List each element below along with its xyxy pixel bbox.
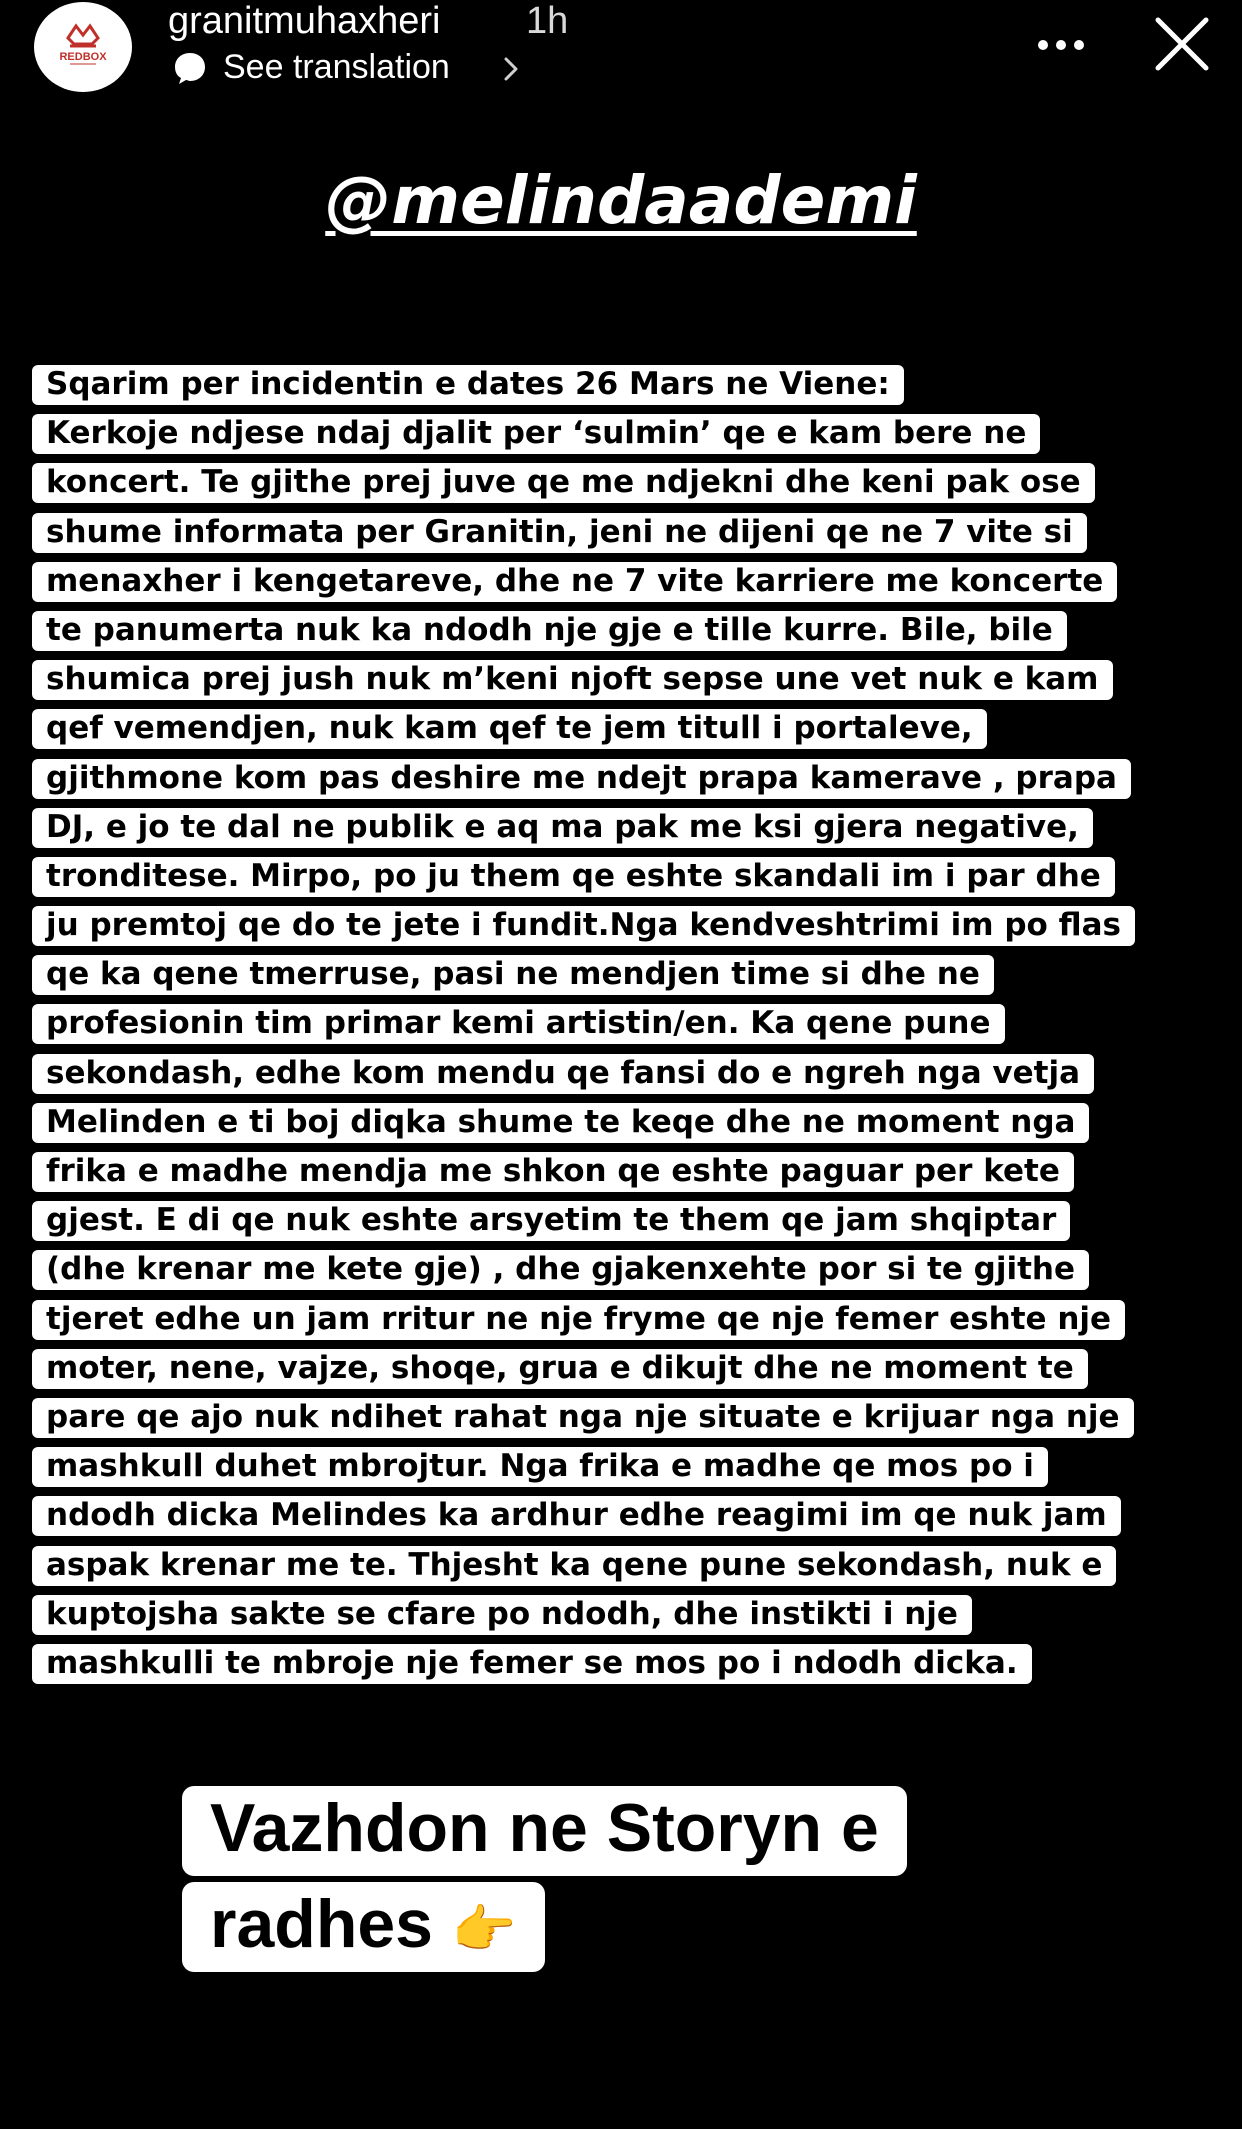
statement-line-text: frika e madhe mendja me shkon qe eshte paguar per kete: [32, 1152, 1074, 1192]
statement-line-text: aspak krenar me te. Thjesht ka qene pune sekondash, nuk e: [32, 1546, 1116, 1586]
statement-line: [46, 803, 1242, 852]
statement-line-text: mashkull duhet mbrojtur. Nga frika e madhe qe mos po i: [32, 1447, 1048, 1487]
statement-line: [46, 704, 1242, 753]
statement-line-text: tronditese. Mirpo, po ju them qe eshte skandali im i par dhe: [32, 857, 1115, 897]
statement-line-text: ndodh dicka Melindes ka ardhur edhe reagimi im qe nuk jam: [32, 1496, 1121, 1536]
close-icon[interactable]: [1152, 14, 1212, 74]
statement-line: [46, 655, 1242, 704]
statement-line: [46, 360, 1242, 409]
statement-line: [46, 557, 1242, 606]
cta-line-2-text: radhes: [210, 1886, 433, 1962]
statement-line: [46, 901, 1242, 950]
statement-text-block: [46, 360, 1242, 1688]
statement-line: [46, 1541, 1242, 1590]
statement-line-text: Sqarim per incidentin e dates 26 Mars ne Viene:: [32, 365, 904, 405]
cta-line-1: Vazhdon ne Storyn e: [182, 1786, 907, 1876]
statement-line-text: qe ka qene tmerruse, pasi ne mendjen time si dhe ne: [32, 955, 994, 995]
post-time: 1h: [526, 0, 569, 42]
statement-line: [46, 1049, 1242, 1098]
statement-line: [46, 754, 1242, 803]
continue-sticker: [210, 1780, 907, 1972]
statement-line-text: gjithmone kom pas deshire me ndejt prapa kamerave , prapa: [32, 759, 1131, 799]
statement-line-text: menaxher i kengetareve, dhe ne 7 vite karriere me koncerte: [32, 562, 1117, 602]
statement-line: [46, 409, 1242, 458]
statement-line-text: moter, nene, vajze, shoqe, grua e dikujt dhe ne moment te: [32, 1349, 1088, 1389]
statement-line: [46, 1590, 1242, 1639]
statement-line-text: te panumerta nuk ka ndodh nje gje e tille kurre. Bile, bile: [32, 611, 1067, 651]
statement-line-text: pare qe ajo nuk ndihet rahat nga nje situate e krijuar nga nje: [32, 1398, 1134, 1438]
see-translation-link[interactable]: See translation: [223, 48, 450, 86]
username[interactable]: granitmuhaxheri: [168, 0, 441, 42]
avatar[interactable]: [34, 2, 132, 92]
statement-line-text: mashkulli te mbroje nje femer se mos po i ndodh dicka.: [32, 1644, 1032, 1684]
statement-line: [46, 1245, 1242, 1294]
statement-line-text: Kerkoje ndjese ndaj djalit per ‘sulmin’ qe e kam bere ne: [32, 414, 1040, 454]
statement-line-text: kuptojsha sakte se cfare po ndodh, dhe instikti i nje: [32, 1595, 972, 1635]
statement-line: [46, 1295, 1242, 1344]
cta-line-2: [182, 1882, 545, 1972]
speech-bubble-icon[interactable]: [172, 50, 208, 86]
statement-line-text: sekondash, edhe kom mendu qe fansi do e ngreh nga vetja: [32, 1054, 1094, 1094]
statement-line: [46, 999, 1242, 1048]
statement-line: [46, 852, 1242, 901]
statement-line: [46, 1639, 1242, 1688]
pointing-right-icon: 👉: [451, 1901, 517, 1959]
statement-line-text: Melinden e ti boj diqka shume te keqe dhe ne moment nga: [32, 1103, 1089, 1143]
statement-line: [46, 1147, 1242, 1196]
statement-line: [46, 1196, 1242, 1245]
statement-line: [46, 1393, 1242, 1442]
statement-line: [46, 1098, 1242, 1147]
statement-line: [46, 1344, 1242, 1393]
statement-line-text: tjeret edhe un jam rritur ne nje fryme qe nje femer eshte nje: [32, 1300, 1125, 1340]
statement-line-text: gjest. E di qe nuk eshte arsyetim te them qe jam shqiptar: [32, 1201, 1070, 1241]
statement-line: [46, 950, 1242, 999]
statement-line: [46, 606, 1242, 655]
statement-line-text: shumica prej jush nuk m’keni njoft sepse une vet nuk e kam: [32, 660, 1113, 700]
statement-line-text: profesionin tim primar kemi artistin/en. Ka qene pune: [32, 1004, 1005, 1044]
statement-line-text: shume informata per Granitin, jeni ne dijeni qe ne 7 vite si: [32, 513, 1087, 553]
redbox-logo-icon: [34, 2, 132, 92]
statement-line: [46, 1491, 1242, 1540]
statement-line-text: DJ, e jo te dal ne publik e aq ma pak me ksi gjera negative,: [32, 808, 1093, 848]
more-dots-icon[interactable]: [1036, 38, 1086, 52]
story-header: [0, 0, 1242, 110]
statement-line-text: qef vemendjen, nuk kam qef te jem titull i portaleve,: [32, 709, 987, 749]
statement-line: [46, 458, 1242, 507]
statement-line: [46, 508, 1242, 557]
statement-line-text: koncert. Te gjithe prej juve qe me ndjekni dhe keni pak ose: [32, 463, 1095, 503]
svg-text:REDBOX: REDBOX: [59, 51, 107, 63]
statement-line: [46, 1442, 1242, 1491]
statement-line-text: ju premtoj qe do te jete i fundit.Nga kendveshtrimi im po flas: [32, 906, 1135, 946]
chevron-right-icon[interactable]: [502, 56, 520, 82]
statement-line-text: (dhe krenar me kete gje) , dhe gjakenxehte por si te gjithe: [32, 1250, 1089, 1290]
mention-sticker[interactable]: @melindaademi: [325, 162, 917, 239]
